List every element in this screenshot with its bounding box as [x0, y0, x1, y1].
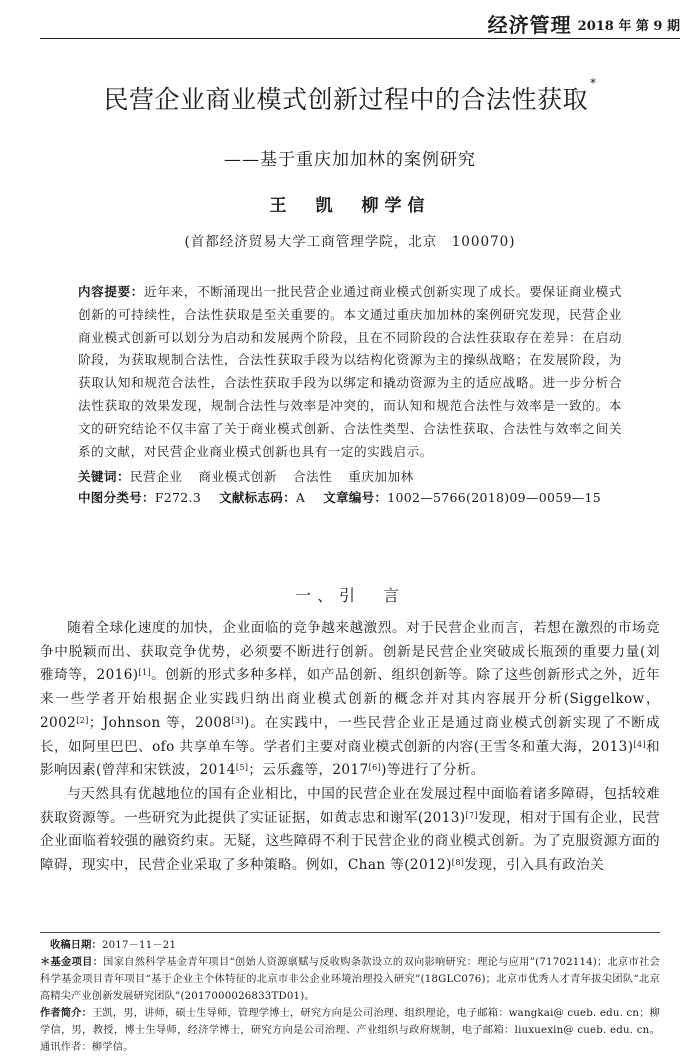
body-text-run: ；云乐鑫等，2017 — [248, 762, 369, 779]
body-text-run: 随着全球化速度的加快，企业面临的竞争越来越激烈。对于民营企业而言，若想在激烈的市场竞争中脱颖而出、获取竞争优势，必须要不断进行创新。创新是民营企业突破成长瓶颈的重要力量(刘雅琦等，2016) — [40, 620, 660, 684]
citation: [7] — [465, 810, 479, 820]
journal-name: 经济管理 — [487, 13, 572, 37]
article-subtitle: ——基于重庆加加林的案例研究 — [224, 150, 476, 170]
abstract — [78, 281, 622, 463]
article-number-label: 文章编号： — [323, 490, 388, 506]
author-info-label: 作者简介： — [40, 1008, 93, 1019]
classification-line — [78, 487, 622, 509]
received-date: 2017－11－21 — [101, 940, 177, 951]
authors: 王 凯 柳学信 — [269, 196, 431, 216]
footnote-received — [40, 937, 660, 954]
keywords — [78, 467, 622, 487]
body-paragraph — [40, 783, 660, 878]
body-text — [40, 617, 660, 878]
citation: [2] — [76, 715, 89, 725]
footnote-author — [40, 1005, 660, 1056]
clc-label: 中图分类号： — [78, 490, 155, 506]
clc-value: F272.3 — [154, 490, 202, 506]
fund-label: ＊基金项目： — [40, 957, 104, 968]
citation: [4] — [633, 739, 646, 749]
keyword: 商业模式创新 — [198, 469, 277, 485]
author-info-text: 王凯，男，讲师，硕士生导师，管理学博士，研究方向是公司治理、组织理论，电子邮箱：wangkai@ cueb. edu. cn；柳学信，男，教授，博士生导师，经济学博士，研究方向是公司治理、产业组织与政府规制，电子邮箱：liuxuexin@ cueb. edu. cn。通讯作者：柳学信。 — [40, 1008, 660, 1053]
affiliation: (首都经济贸易大学工商管理学院，北京 100070) — [184, 234, 516, 250]
body-text-run: ；Johnson 等，2008 — [88, 714, 232, 731]
article-title — [20, 76, 680, 116]
doc-code-label: 文献标志码： — [219, 490, 296, 506]
citation: [6] — [368, 763, 382, 773]
article-title-text: 民营企业商业模式创新过程中的合法性获取 — [103, 85, 588, 114]
keyword: 重庆加加林 — [348, 469, 414, 485]
keyword: 民营企业 — [130, 469, 183, 485]
keywords-label: 关键词： — [78, 469, 131, 485]
section-heading: 一、引 言 — [294, 586, 405, 605]
body-text-run: 发现，相对于国有企业，民营企业面临着较强的融资约束。无疑，这些障碍不利于民营企业的商业模式创新。为了克服资源方面的障碍，现实中，民营企业采取了多种策略。例如，Chan 等(2012) — [40, 809, 660, 874]
article-number-value: 1002—5766(2018)09—0059—15 — [387, 490, 602, 506]
issue-label: 2018 年 第 9 期 — [577, 19, 680, 34]
citation: [8] — [451, 858, 465, 868]
body-text-run: )。在实践中，一些民营企业正是通过商业模式创新实现了不断成长，如阿里巴巴、ofo 共享单车等。学者们主要对商业模式创新的内容(王雪冬和董大海，2013) — [40, 714, 660, 755]
body-paragraph — [40, 617, 660, 783]
doc-code-value: A — [295, 490, 306, 506]
abstract-block — [78, 281, 622, 509]
body-text-run: 和影响因素(曾萍和宋铁波，2014 — [40, 738, 660, 779]
citation: [5] — [235, 763, 249, 773]
footnotes — [40, 932, 660, 1056]
citation: [1] — [138, 668, 151, 678]
title-footnote-mark: * — [590, 76, 597, 90]
keyword: 合法性 — [292, 469, 333, 485]
abstract-label: 内容提要： — [78, 284, 144, 299]
body-text-run: )等进行了分析。 — [381, 762, 485, 779]
citation: [3] — [231, 715, 245, 725]
running-header — [40, 8, 680, 39]
body-text-run: 与天然具有优越地位的国有企业相比，中国的民营企业在发展过程中面临着诸多障碍，包括较难获取资源等。一些研究为此提供了实证证据，如黄志忠和谢军(2013) — [40, 785, 660, 826]
abstract-text: 近年来，不断涌现出一批民营企业通过商业模式创新实现了成长。要保证商业模式创新的可持续性，合法性获取是至关重要的。本文通过重庆加加林的案例研究发现，民营企业商业模式创新可以划分为启动和发展两个阶段，且在不同阶段的合法性获取存在差异：在启动阶段，为获取规制合法性，合法性获取手段为以结构化资源为主的操纵战略；在发展阶段，为获取认知和规范合法性，合法性获取手段为以绑定和撬动资源为主的适应战略。进一步分析合法性获取的效果发现，规制合法性与效率是冲突的，而认知和规范合法性与效率是一致的。本文的研究结论不仅丰富了关于商业模式创新、合法性类型、合法性获取、合法性与效率之间关系的文献，对民营企业商业模式创新也具有一定的实践启示。 — [78, 284, 622, 459]
body-text-run: 发现，引入具有政治关 — [464, 857, 605, 874]
footnote-fund — [40, 954, 660, 1005]
fund-text: 国家自然科学基金青年项目“创始人资源禀赋与反收购条款设立的双向影响研究：理论与应用”(71702114)；北京市社会科学基金项目青年项目“基于企业主个体特征的北京市非公企业环境治理投入研究”(18GLC076)；北京市优秀人才青年拔尖团队“北京高精尖产业创新发展研究团队”(2017000026833TD01)。 — [40, 957, 660, 1002]
body-text-run: 。创新的形式多种多样，如产品创新、组织创新等。除了这些创新形式之外，近年来一些学者开始根据企业实践归纳出商业模式创新的概念并对其内容展开分析(Siggelkow，2002 — [40, 667, 660, 731]
received-label: 收稿日期： — [50, 940, 102, 951]
